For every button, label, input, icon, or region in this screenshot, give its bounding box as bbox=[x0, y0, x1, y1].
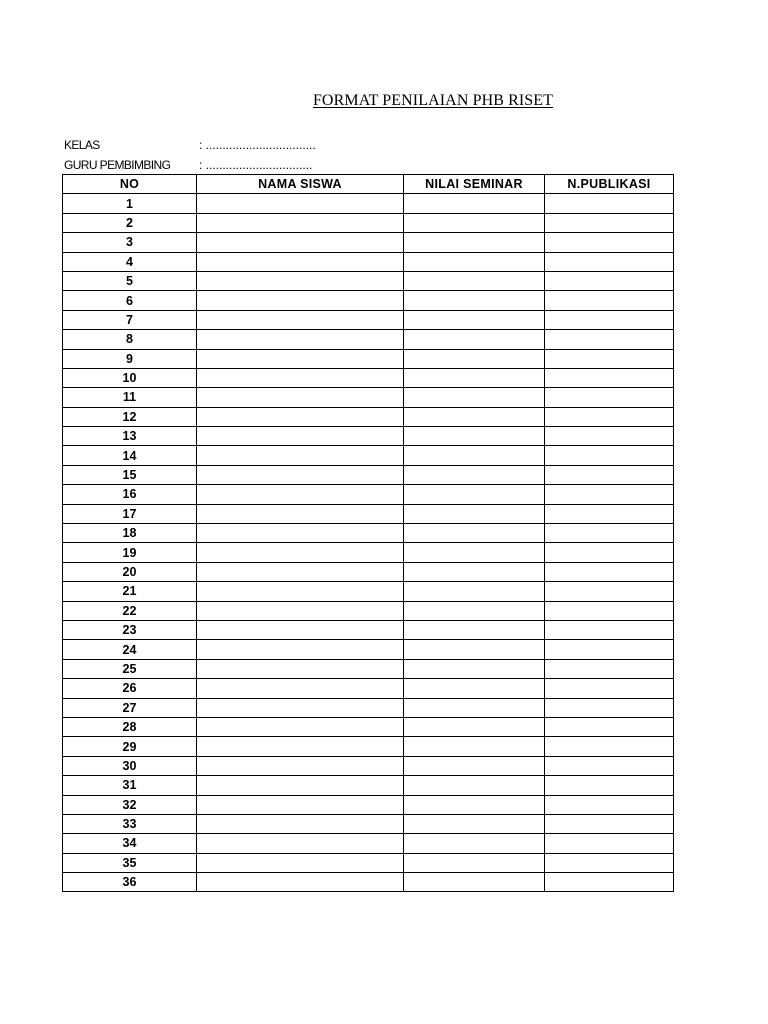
cell-nilai-seminar[interactable] bbox=[404, 330, 545, 349]
cell-nilai-seminar[interactable] bbox=[404, 853, 545, 872]
cell-nilai-seminar[interactable] bbox=[404, 368, 545, 387]
cell-n-publikasi[interactable] bbox=[545, 834, 674, 853]
cell-no: 28 bbox=[63, 717, 197, 736]
cell-nama-siswa[interactable] bbox=[197, 271, 404, 290]
cell-no: 22 bbox=[63, 601, 197, 620]
cell-nama-siswa[interactable] bbox=[197, 446, 404, 465]
table-row bbox=[63, 252, 674, 271]
table-row bbox=[63, 776, 674, 795]
cell-nilai-seminar[interactable] bbox=[404, 427, 545, 446]
cell-nama-siswa[interactable] bbox=[197, 291, 404, 310]
cell-n-publikasi[interactable] bbox=[545, 252, 674, 271]
cell-nilai-seminar[interactable] bbox=[404, 213, 545, 232]
cell-nama-siswa[interactable] bbox=[197, 679, 404, 698]
table-row bbox=[63, 795, 674, 814]
cell-n-publikasi[interactable] bbox=[545, 795, 674, 814]
cell-nama-siswa[interactable] bbox=[197, 213, 404, 232]
cell-n-publikasi[interactable] bbox=[545, 330, 674, 349]
cell-n-publikasi[interactable] bbox=[545, 776, 674, 795]
cell-nama-siswa[interactable] bbox=[197, 194, 404, 213]
cell-n-publikasi[interactable] bbox=[545, 388, 674, 407]
table-row bbox=[63, 446, 674, 465]
grade-table bbox=[62, 174, 674, 892]
cell-no: 3 bbox=[63, 233, 197, 252]
table-row bbox=[63, 271, 674, 290]
kelas-value[interactable]: : ................................. bbox=[199, 138, 316, 152]
table-row bbox=[63, 543, 674, 562]
cell-nilai-seminar[interactable] bbox=[404, 485, 545, 504]
cell-nama-siswa[interactable] bbox=[197, 582, 404, 601]
table-row bbox=[63, 465, 674, 484]
cell-nama-siswa[interactable] bbox=[197, 853, 404, 872]
table-row bbox=[63, 562, 674, 581]
cell-nama-siswa[interactable] bbox=[197, 795, 404, 814]
table-row bbox=[63, 814, 674, 833]
header-no: NO bbox=[63, 175, 197, 194]
document-title: FORMAT PENILAIAN PHB RISET bbox=[312, 92, 554, 109]
cell-nama-siswa[interactable] bbox=[197, 562, 404, 581]
cell-n-publikasi[interactable] bbox=[545, 640, 674, 659]
cell-nama-siswa[interactable] bbox=[197, 620, 404, 639]
table-header-row bbox=[63, 175, 674, 194]
cell-no: 30 bbox=[63, 756, 197, 775]
cell-no: 20 bbox=[63, 562, 197, 581]
table-row bbox=[63, 679, 674, 698]
cell-no: 9 bbox=[63, 349, 197, 368]
cell-no: 29 bbox=[63, 737, 197, 756]
cell-nilai-seminar[interactable] bbox=[404, 465, 545, 484]
cell-nilai-seminar[interactable] bbox=[404, 717, 545, 736]
cell-no: 10 bbox=[63, 368, 197, 387]
cell-no: 4 bbox=[63, 252, 197, 271]
cell-no: 2 bbox=[63, 213, 197, 232]
cell-no: 16 bbox=[63, 485, 197, 504]
cell-no: 36 bbox=[63, 873, 197, 892]
kelas-label: KELAS bbox=[64, 138, 100, 152]
cell-nama-siswa[interactable] bbox=[197, 737, 404, 756]
table-row bbox=[63, 737, 674, 756]
cell-no: 8 bbox=[63, 330, 197, 349]
table-row bbox=[63, 194, 674, 213]
cell-nama-siswa[interactable] bbox=[197, 814, 404, 833]
cell-n-publikasi[interactable] bbox=[545, 562, 674, 581]
cell-nilai-seminar[interactable] bbox=[404, 504, 545, 523]
cell-nama-siswa[interactable] bbox=[197, 465, 404, 484]
cell-no: 25 bbox=[63, 659, 197, 678]
cell-nilai-seminar[interactable] bbox=[404, 601, 545, 620]
cell-n-publikasi[interactable] bbox=[545, 717, 674, 736]
cell-nama-siswa[interactable] bbox=[197, 427, 404, 446]
cell-n-publikasi[interactable] bbox=[545, 582, 674, 601]
cell-n-publikasi[interactable] bbox=[545, 407, 674, 426]
cell-nama-siswa[interactable] bbox=[197, 524, 404, 543]
cell-no: 34 bbox=[63, 834, 197, 853]
table-row bbox=[63, 233, 674, 252]
cell-n-publikasi[interactable] bbox=[545, 233, 674, 252]
cell-nilai-seminar[interactable] bbox=[404, 834, 545, 853]
cell-nilai-seminar[interactable] bbox=[404, 659, 545, 678]
cell-no: 24 bbox=[63, 640, 197, 659]
guru-pembimbing-label: GURU PEMBIMBING bbox=[64, 158, 171, 172]
cell-n-publikasi[interactable] bbox=[545, 853, 674, 872]
cell-nilai-seminar[interactable] bbox=[404, 640, 545, 659]
table-row bbox=[63, 640, 674, 659]
table-row bbox=[63, 407, 674, 426]
table-row bbox=[63, 717, 674, 736]
cell-nilai-seminar[interactable] bbox=[404, 582, 545, 601]
cell-no: 21 bbox=[63, 582, 197, 601]
cell-n-publikasi[interactable] bbox=[545, 698, 674, 717]
cell-nilai-seminar[interactable] bbox=[404, 873, 545, 892]
cell-n-publikasi[interactable] bbox=[545, 737, 674, 756]
cell-nama-siswa[interactable] bbox=[197, 349, 404, 368]
cell-no: 5 bbox=[63, 271, 197, 290]
table-row bbox=[63, 310, 674, 329]
cell-nama-siswa[interactable] bbox=[197, 310, 404, 329]
table-row bbox=[63, 368, 674, 387]
cell-no: 6 bbox=[63, 291, 197, 310]
cell-no: 1 bbox=[63, 194, 197, 213]
cell-nilai-seminar[interactable] bbox=[404, 620, 545, 639]
header-nama-siswa: NAMA SISWA bbox=[197, 175, 404, 194]
cell-nama-siswa[interactable] bbox=[197, 873, 404, 892]
cell-no: 31 bbox=[63, 776, 197, 795]
cell-nama-siswa[interactable] bbox=[197, 233, 404, 252]
cell-n-publikasi[interactable] bbox=[545, 349, 674, 368]
cell-no: 15 bbox=[63, 465, 197, 484]
cell-n-publikasi[interactable] bbox=[545, 427, 674, 446]
cell-nama-siswa[interactable] bbox=[197, 252, 404, 271]
cell-n-publikasi[interactable] bbox=[545, 814, 674, 833]
cell-nama-siswa[interactable] bbox=[197, 388, 404, 407]
table-row bbox=[63, 504, 674, 523]
cell-nama-siswa[interactable] bbox=[197, 717, 404, 736]
cell-nama-siswa[interactable] bbox=[197, 485, 404, 504]
table-row bbox=[63, 756, 674, 775]
cell-nilai-seminar[interactable] bbox=[404, 776, 545, 795]
cell-no: 32 bbox=[63, 795, 197, 814]
cell-n-publikasi[interactable] bbox=[545, 620, 674, 639]
cell-nama-siswa[interactable] bbox=[197, 543, 404, 562]
table-row bbox=[63, 582, 674, 601]
cell-nilai-seminar[interactable] bbox=[404, 291, 545, 310]
cell-nilai-seminar[interactable] bbox=[404, 795, 545, 814]
cell-nama-siswa[interactable] bbox=[197, 504, 404, 523]
cell-n-publikasi[interactable] bbox=[545, 194, 674, 213]
cell-n-publikasi[interactable] bbox=[545, 601, 674, 620]
table-row bbox=[63, 524, 674, 543]
guru-pembimbing-value[interactable]: : ................................ bbox=[199, 158, 313, 172]
cell-no: 13 bbox=[63, 427, 197, 446]
table-row bbox=[63, 601, 674, 620]
cell-nilai-seminar[interactable] bbox=[404, 388, 545, 407]
header-nilai-seminar: NILAI SEMINAR bbox=[404, 175, 545, 194]
cell-n-publikasi[interactable] bbox=[545, 543, 674, 562]
cell-n-publikasi[interactable] bbox=[545, 465, 674, 484]
cell-nilai-seminar[interactable] bbox=[404, 698, 545, 717]
cell-n-publikasi[interactable] bbox=[545, 213, 674, 232]
table-row bbox=[63, 485, 674, 504]
table-row bbox=[63, 620, 674, 639]
cell-nilai-seminar[interactable] bbox=[404, 814, 545, 833]
cell-nilai-seminar[interactable] bbox=[404, 271, 545, 290]
cell-nama-siswa[interactable] bbox=[197, 776, 404, 795]
table-row bbox=[63, 853, 674, 872]
cell-nama-siswa[interactable] bbox=[197, 834, 404, 853]
cell-no: 35 bbox=[63, 853, 197, 872]
cell-n-publikasi[interactable] bbox=[545, 679, 674, 698]
table-row bbox=[63, 834, 674, 853]
cell-nilai-seminar[interactable] bbox=[404, 349, 545, 368]
cell-no: 14 bbox=[63, 446, 197, 465]
cell-no: 19 bbox=[63, 543, 197, 562]
table-row bbox=[63, 330, 674, 349]
table-row bbox=[63, 873, 674, 892]
cell-nilai-seminar[interactable] bbox=[404, 252, 545, 271]
cell-n-publikasi[interactable] bbox=[545, 485, 674, 504]
cell-nama-siswa[interactable] bbox=[197, 640, 404, 659]
cell-nilai-seminar[interactable] bbox=[404, 524, 545, 543]
cell-n-publikasi[interactable] bbox=[545, 271, 674, 290]
table-row bbox=[63, 659, 674, 678]
cell-nilai-seminar[interactable] bbox=[404, 737, 545, 756]
cell-n-publikasi[interactable] bbox=[545, 873, 674, 892]
cell-nama-siswa[interactable] bbox=[197, 330, 404, 349]
cell-no: 12 bbox=[63, 407, 197, 426]
cell-n-publikasi[interactable] bbox=[545, 368, 674, 387]
table-row bbox=[63, 698, 674, 717]
table-row bbox=[63, 291, 674, 310]
cell-no: 33 bbox=[63, 814, 197, 833]
cell-no: 23 bbox=[63, 620, 197, 639]
cell-n-publikasi[interactable] bbox=[545, 504, 674, 523]
cell-no: 17 bbox=[63, 504, 197, 523]
cell-nama-siswa[interactable] bbox=[197, 756, 404, 775]
cell-n-publikasi[interactable] bbox=[545, 524, 674, 543]
cell-nilai-seminar[interactable] bbox=[404, 756, 545, 775]
header-n-publikasi: N.PUBLIKASI bbox=[545, 175, 674, 194]
cell-nilai-seminar[interactable] bbox=[404, 679, 545, 698]
cell-nama-siswa[interactable] bbox=[197, 698, 404, 717]
table-body bbox=[63, 194, 674, 892]
table-row bbox=[63, 213, 674, 232]
cell-nilai-seminar[interactable] bbox=[404, 562, 545, 581]
cell-nilai-seminar[interactable] bbox=[404, 446, 545, 465]
cell-no: 11 bbox=[63, 388, 197, 407]
cell-no: 27 bbox=[63, 698, 197, 717]
cell-nama-siswa[interactable] bbox=[197, 368, 404, 387]
cell-n-publikasi[interactable] bbox=[545, 291, 674, 310]
table-row bbox=[63, 349, 674, 368]
cell-nilai-seminar[interactable] bbox=[404, 233, 545, 252]
cell-n-publikasi[interactable] bbox=[545, 446, 674, 465]
cell-n-publikasi[interactable] bbox=[545, 310, 674, 329]
table-row bbox=[63, 427, 674, 446]
cell-nama-siswa[interactable] bbox=[197, 601, 404, 620]
cell-nilai-seminar[interactable] bbox=[404, 407, 545, 426]
cell-no: 26 bbox=[63, 679, 197, 698]
cell-nilai-seminar[interactable] bbox=[404, 194, 545, 213]
cell-n-publikasi[interactable] bbox=[545, 756, 674, 775]
cell-n-publikasi[interactable] bbox=[545, 659, 674, 678]
cell-nama-siswa[interactable] bbox=[197, 407, 404, 426]
cell-nama-siswa[interactable] bbox=[197, 659, 404, 678]
cell-no: 7 bbox=[63, 310, 197, 329]
table-row bbox=[63, 388, 674, 407]
cell-nilai-seminar[interactable] bbox=[404, 310, 545, 329]
cell-nilai-seminar[interactable] bbox=[404, 543, 545, 562]
cell-no: 18 bbox=[63, 524, 197, 543]
